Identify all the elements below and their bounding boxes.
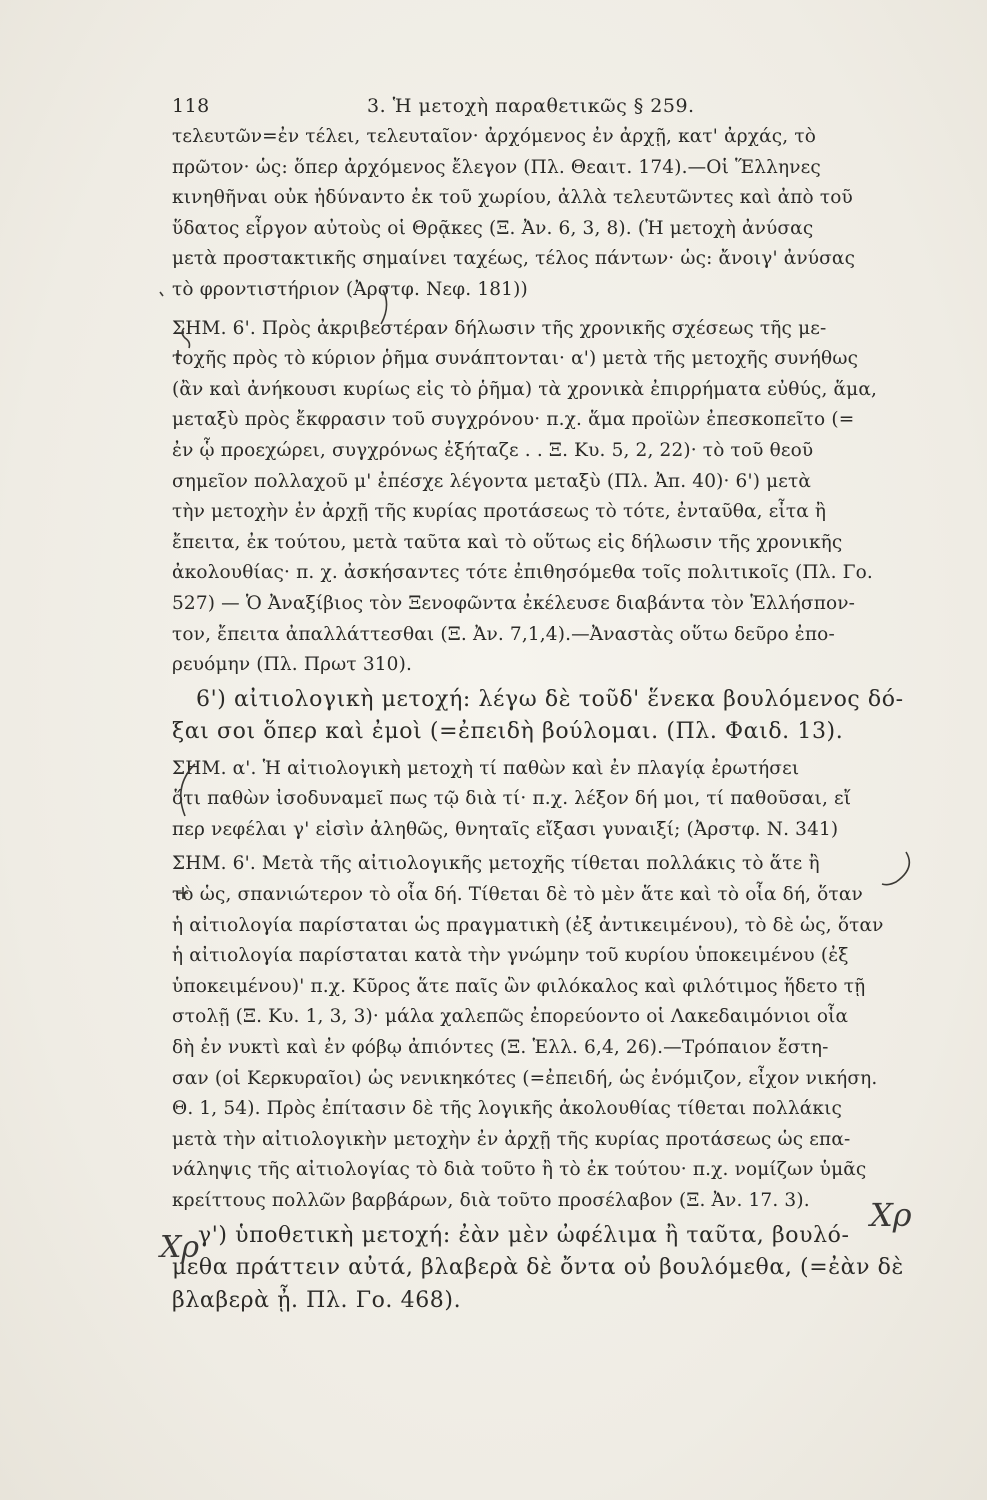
note-line: ΣΗΜ. 6'. Μετὰ τῆς αἰτιολογικῆς μετοχῆς τίθεται πολλάκις τὸ ἅτε ἢ [172,853,820,875]
text-line: ΣΗΜ. 6'. Πρὸς ἀκριβεστέραν δήλωσιν τῆς χρονικῆς σχέσεως τῆς με- [172,317,827,339]
note-line: στολῇ (Ξ. Κυ. 1, 3, 3)· μάλα χαλεπῶς ἐπορεύοντο οἱ Λακεδαιμόνιοι οἷα [172,1006,849,1028]
text-line: τελευτῶν=ἐν τέλει, τελευταῖον· ἀρχόμενος ἐν ἀρχῇ, κατ' ἀρχάς, τὸ [172,126,816,147]
main-text [172,122,912,1318]
handwritten-note-right: Χρ [870,1196,912,1234]
text-line-large: ξαι σοι ὅπερ καὶ ἐμοὶ (=ἐπειδὴ βούλομαι. (Πλ. Φαιδ. 13). [172,719,844,745]
running-title: 3. Ἡ μετοχὴ παραθετικῶς § 259. [367,95,695,117]
note-line: κρείττους πολλῶν βαρβάρων, διὰ τοῦτο προσέλαβον (Ξ. Ἀν. 17. 3). [172,1190,810,1211]
note-line: ἡ αἰτιολογία παρίσταται ὡς πραγματικὴ (ἐξ ἀντικειμένου), τὸ δὲ ὡς, ὅταν [172,914,884,936]
text-line: τὴν μετοχὴν ἐν ἀρχῇ τῆς κυρίας προτάσεως τὸ τότε, ἐνταῦθα, εἶτα ἢ [172,501,827,523]
note-line: μετὰ τὴν αἰτιολογικὴν μετοχὴν ἐν ἀρχῇ τῆς κυρίας προτάσεως ὡς επα- [172,1128,851,1150]
note-line: Θ. 1, 54). Πρὸς ἐπίτασιν δὲ τῆς λογικῆς ἀκολουθίας τίθεται πολλάκις [172,1098,842,1120]
text-line: ἔπειτα, ἐκ τούτου, μετὰ ταῦτα καὶ τὸ οὕτως εἰς δήλωσιν τῆς χρονικῆς [172,531,843,553]
text-line: κινηθῆναι οὐκ ἠδύναντο ἐκ τοῦ χωρίου, ἀλλὰ τελευτῶντες καὶ ἀπὸ τοῦ [172,187,853,209]
note-line: τὸ ὡς, σπανιώτερον τὸ οἷα δή. Τίθεται δὲ τὸ μὲν ἅτε καὶ τὸ οἷα δή, ὅταν [172,884,863,906]
section-heading-conditional: γ') ὑποθετικὴ μετοχή: ἐὰν μὲν ὠφέλιμα ἢ ταῦτα, βουλό- [198,1222,850,1248]
section-heading-causal: 6') αἰτιολογικὴ μετοχή: λέγω δὲ τοῦδ' ἕνεκα βουλόμενος δό- [196,686,904,712]
note-line: ἡ αἰτιολογία παρίσταται κατὰ τὴν γνώμην τοῦ κυρίου ὑποκειμένου (ἐξ [172,945,849,967]
text-line-large: μεθα πράττειν αὐτά, βλαβερὰ δὲ ὄντα οὐ βουλόμεθα, (=ἐὰν δὲ [172,1255,904,1281]
page-header [172,95,908,125]
text-line: 527) — Ὁ Ἀναξίβιος τὸν Ξενοφῶντα ἐκέλευσε διαβάντα τὸν Ἑλλήσπον- [172,592,856,614]
text-line: μετὰ προστακτικῆς σημαίνει ταχέως, τέλος πάντων· ὡς: ἄνοιγ' ἀνύσας [172,248,856,270]
text-line: μεταξὺ πρὸς ἔκφρασιν τοῦ συγχρόνου· π.χ. ἅμα προϊὼν ἐπεσκοπεῖτο (= [172,409,855,431]
text-line: ἀκολουθίας· π. χ. ἀσκήσαντες τότε ἐπιθησόμεθα τοῖς πολιτικοῖς (Πλ. Γο. [172,562,873,584]
note-line: νάληψις τῆς αἰτιολογίας τὸ διὰ τοῦτο ἢ τὸ ἐκ τούτου· π.χ. νομίζων ὑμᾶς [172,1159,867,1181]
note-line: δὴ ἐν νυκτὶ καὶ ἐν φόβῳ ἀπιόντες (Ξ. Ἑλλ. 6,4, 26).—Τρόπαιον ἔστη- [172,1037,829,1059]
text-line: ὕδατος εἶργον αὐτοὺς οἱ Θρᾷκες (Ξ. Ἀν. 6, 3, 8). (Ἡ μετοχὴ ἀνύσας [172,217,814,239]
note-line: ΣΗΜ. α'. Ἡ αἰτιολογικὴ μετοχὴ τί παθὼν καὶ ἐν πλαγίᾳ ἐρωτήσει [172,757,800,779]
text-line: ἐν ᾧ προεχώρει, συγχρόνως ἐξήταζε . . Ξ. Κυ. 5, 2, 22)· τὸ τοῦ θεοῦ [172,439,814,461]
text-line-large: βλαβερὰ ᾖ. Πλ. Γο. 468). [172,1287,462,1313]
note-line: ὑποκειμένου)' π.χ. Κῦρος ἅτε παῖς ὢν φιλόκαλος καὶ φιλότιμος ἥδετο τῇ [172,975,866,997]
text-line: σημεῖον πολλαχοῦ μ' ἐπέσχε λέγοντα μεταξὺ (Πλ. Ἀπ. 40)· 6') μετὰ [172,470,812,492]
note-line: σαν (οἱ Κερκυραῖοι) ὡς νενικηκότες (=ἐπειδή, ὡς ἐνόμιζον, εἶχον νικήση. [172,1067,878,1089]
page-number: 118 [172,95,210,117]
note-line: περ νεφέλαι γ' εἰσὶν ἀληθῶς, θνηταῖς εἴξασι γυναιξί; (Ἀρστφ. Ν. 341) [172,818,839,840]
text-line: ρευόμην (Πλ. Πρωτ 310). [172,654,412,676]
note-line: ὅτι παθὼν ἰσοδυναμεῖ πως τῷ διὰ τί· π.χ. λέξον δή μοι, τί παθοῦσαι, εἴ [172,788,852,810]
text-line: πρῶτον· ὡς: ὅπερ ἀρχόμενος ἔλεγον (Πλ. Θεαιτ. 174).—Οἱ Ἕλληνες [172,156,821,178]
text-line: τον, ἔπειτα ἀπαλλάττεσθαι (Ξ. Ἀν. 7,1,4).—Ἀναστὰς οὕτω δεῦρο ἐπο- [172,623,835,645]
handwritten-note-left: Χρ [160,1230,199,1265]
text-line: τὸ φροντιστήριον (Ἀρστφ. Νεφ. 181)) [172,278,528,300]
text-line: τοχῆς πρὸς τὸ κύριον ῥῆμα συνάπτονται· α') μετὰ τῆς μετοχῆς συνήθως [172,348,859,370]
text-line: (ἂν καὶ ἀνήκουσι κυρίως εἰς τὸ ῥῆμα) τὰ χρονικὰ ἐπιρρήματα εὐθύς, ἅμα, [172,378,878,400]
